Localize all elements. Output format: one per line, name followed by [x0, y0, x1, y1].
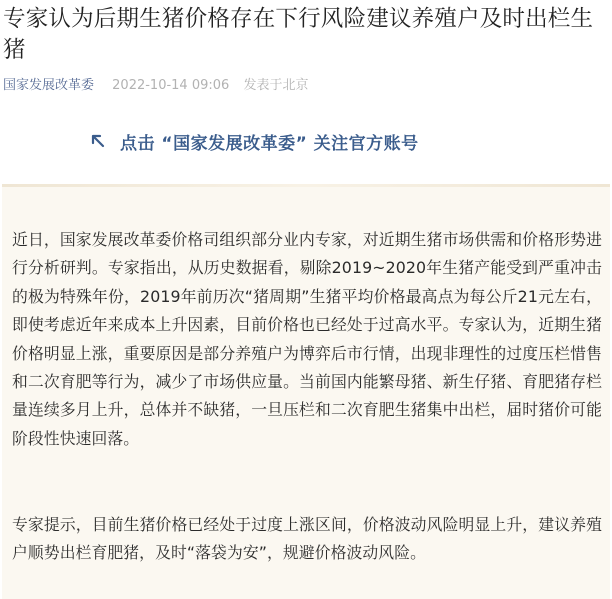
- follow-banner-text[interactable]: 点击 “国家发展改革委” 关注官方账号: [120, 133, 419, 154]
- article-content-card: [2, 184, 610, 599]
- article-paragraph: 近日，国家发展改革委价格司组织部分业内专家，对近期生猪市场供需和价格形势进行分析研判。专家指出，从历史数据看，剔除2019~2020年生猪产能受到严重冲击的极为特殊年份，2019年前历次“猪周期”生猪平均价格最高点为每公斤21元左右，即使考虑近年来成本上升因素，目前价格也已经处于过高水平。专家认为，近期生猪价格明显上涨，重要原因是部分养殖户为博弈后市行情，出现非理性的过度压栏惜售和二次育肥等行为，减少了市场供应量。当前国内能繁母猪、新生仔猪、育肥猪存栏量连续多月上升，总体并不缺猪，一旦压栏和二次育肥生猪集中出栏，届时猪价可能阶段性快速回落。: [12, 230, 602, 448]
- arrow-up-left-icon: [90, 133, 106, 149]
- follow-account-banner[interactable]: [90, 126, 419, 156]
- publish-time: 2022-10-14 09:06: [112, 78, 230, 93]
- article-meta: [3, 76, 308, 96]
- article-title: 专家认为后期生猪价格存在下行风险建议养殖户及时出栏生猪: [3, 6, 594, 63]
- account-name-link[interactable]: 国家发展改革委: [3, 78, 95, 93]
- publish-location: 发表于北京: [243, 78, 309, 93]
- article-paragraph: 专家提示，目前生猪价格已经处于过度上涨区间，价格波动风险明显上升，建议养殖户顺势出栏育肥猪，及时“落袋为安”，规避价格波动风险。: [12, 515, 602, 563]
